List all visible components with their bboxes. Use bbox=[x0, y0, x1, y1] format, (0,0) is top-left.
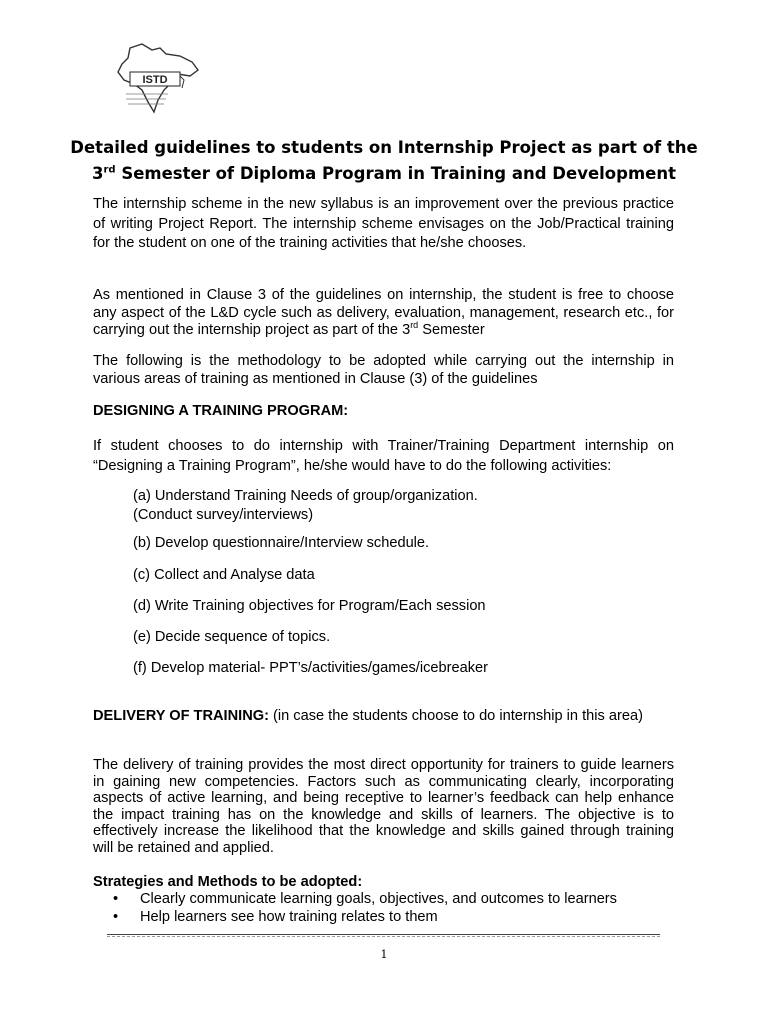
activity-item: (c) Collect and Analyse data bbox=[133, 567, 315, 583]
title-rest: Semester of Diploma Program in Training and Development bbox=[115, 164, 676, 183]
title-superscript: rd bbox=[103, 164, 116, 176]
bullet-text: Help learners see how training relates to them bbox=[140, 909, 438, 925]
bullet-item bbox=[113, 909, 438, 925]
logo-text: ISTD bbox=[142, 74, 168, 86]
methodology-paragraph: The following is the methodology to be adopted while carrying out the internship in various areas of training as mentioned in Clause (3) of the guidelines bbox=[93, 353, 674, 387]
bullet-text: Clearly communicate learning goals, objectives, and outcomes to learners bbox=[140, 891, 617, 907]
activity-item: (Conduct survey/interviews) bbox=[133, 507, 314, 523]
delivery-heading-paragraph bbox=[93, 707, 674, 726]
document-title-line1: Detailed guidelines to students on Internship Project as part of the bbox=[70, 138, 698, 157]
intro-paragraph: The internship scheme in the new syllabus is an improvement over the previous practice of writing Project Report. The internship scheme envisages on the Job/Practical training for the student on one of the training activities that he/she chooses. bbox=[93, 196, 674, 251]
section-heading-strategies: Strategies and Methods to be adopted: bbox=[93, 874, 363, 890]
footer-divider bbox=[107, 934, 660, 935]
activity-item: (d) Write Training objectives for Program/Each session bbox=[133, 598, 486, 614]
clause-paragraph bbox=[93, 287, 674, 340]
bullet-item bbox=[113, 891, 617, 907]
activity-item: (a) Understand Training Needs of group/organization. bbox=[133, 488, 478, 504]
designing-paragraph: If student chooses to do internship with Trainer/Training Department internship on “Designing a Training Program”, he/she would have to do the following activities: bbox=[93, 438, 674, 474]
istd-logo bbox=[108, 42, 202, 118]
delivery-paragraph: The delivery of training provides the most direct opportunity for trainers to guide learners in gaining new competencies. Factors such as communicating clearly, incorporating aspects of active learning, and being receptive to learner’s feedback can help enhance the impact training has on the knowledge and skills of learners. The objective is to effectively increase the likelihood that the knowledge and skills gained through training will be retained and applied. bbox=[93, 757, 674, 856]
delivery-heading-rest: (in case the students choose to do internship in this area) bbox=[268, 708, 643, 724]
footer-divider-dashed bbox=[107, 936, 660, 937]
activity-item: (b) Develop questionnaire/Interview schedule. bbox=[133, 535, 430, 551]
india-map-logo-icon bbox=[108, 42, 202, 118]
activity-item: (e) Decide sequence of topics. bbox=[133, 629, 331, 645]
page-number: 1 bbox=[380, 948, 388, 961]
section-heading-delivery: DELIVERY OF TRAINING: bbox=[93, 708, 269, 724]
section-heading-designing: DESIGNING A TRAINING PROGRAM: bbox=[93, 403, 349, 419]
document-title-line2 bbox=[60, 164, 708, 183]
activity-item: (f) Develop material- PPT’s/activities/games/icebreaker bbox=[133, 660, 488, 676]
clause-superscript: rd bbox=[410, 320, 419, 331]
title-number: 3 bbox=[92, 164, 104, 183]
clause-text: As mentioned in Clause 3 of the guidelines on internship, the student is free to choose any aspect of the L&D cycle such as delivery, evaluation, management, research etc., for carrying out the internship project as part of the 3 bbox=[93, 287, 674, 338]
clause-end: Semester bbox=[418, 322, 485, 338]
